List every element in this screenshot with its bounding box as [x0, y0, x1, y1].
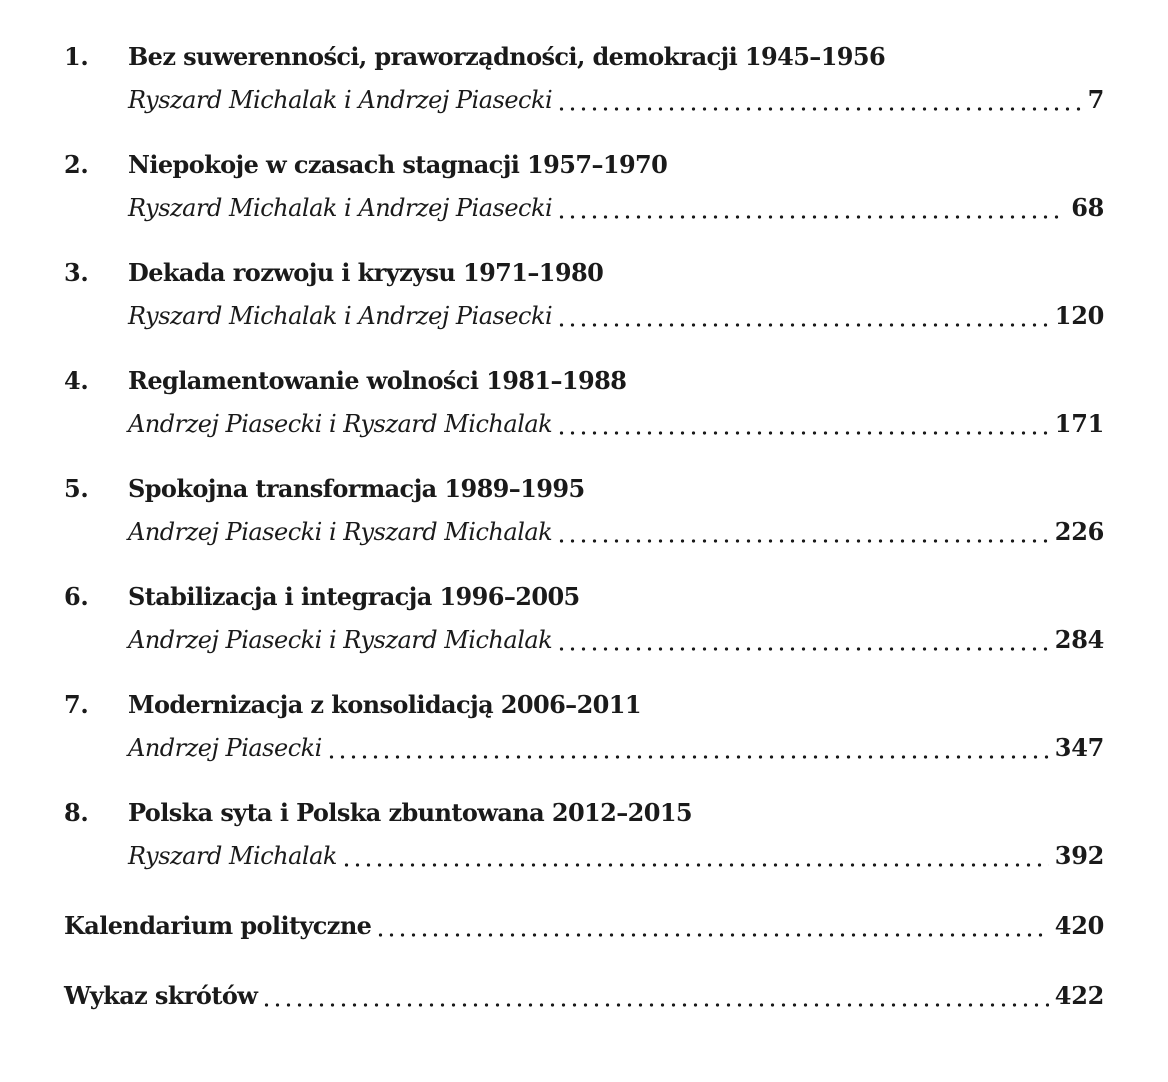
appendix-title: Kalendarium polityczne	[64, 911, 372, 940]
chapter-entry-line	[128, 622, 1104, 654]
dot-leader	[556, 86, 1081, 112]
chapter-page-number: 226	[1054, 517, 1104, 546]
toc-appendix-calendar[interactable]	[64, 908, 1104, 940]
chapter-title: Spokojna transformacja 1989–1995	[128, 474, 585, 503]
chapter-number: 8.	[64, 798, 89, 827]
chapter-title: Stabilizacja i integracja 1996–2005	[128, 582, 580, 611]
chapter-page-number: 392	[1054, 841, 1104, 870]
dot-leader	[556, 302, 1049, 328]
chapter-entry-line	[128, 838, 1104, 870]
chapter-author: Andrzej Piasecki i Ryszard Michalak	[128, 626, 553, 654]
dot-leader	[556, 410, 1049, 436]
chapter-author: Andrzej Piasecki i Ryszard Michalak	[128, 410, 553, 438]
chapter-entry-line	[128, 730, 1104, 762]
dot-leader	[375, 912, 1048, 938]
dot-leader	[326, 734, 1049, 760]
chapter-author: Ryszard Michalak i Andrzej Piasecki	[128, 302, 553, 330]
chapter-number: 2.	[64, 150, 89, 179]
dot-leader	[261, 982, 1049, 1008]
chapter-number: 5.	[64, 474, 89, 503]
chapter-author: Ryszard Michalak	[128, 842, 337, 870]
appendix-page-number: 420	[1054, 911, 1104, 940]
chapter-title: Reglamentowanie wolności 1981–1988	[128, 366, 627, 395]
appendix-page-number: 422	[1054, 981, 1104, 1010]
chapter-number: 3.	[64, 258, 89, 287]
chapter-page-number: 284	[1054, 625, 1104, 654]
chapter-author: Andrzej Piasecki i Ryszard Michalak	[128, 518, 553, 546]
chapter-entry-line	[128, 514, 1104, 546]
dot-leader	[341, 842, 1049, 868]
chapter-title: Dekada rozwoju i kryzysu 1971–1980	[128, 258, 604, 287]
dot-leader	[556, 518, 1049, 544]
chapter-title: Polska syta i Polska zbuntowana 2012–2015	[128, 798, 693, 827]
chapter-title: Bez suwerenności, praworządności, demokracji 1945–1956	[128, 42, 886, 71]
dot-leader	[556, 194, 1065, 220]
toc-appendix-abbreviations[interactable]	[64, 978, 1104, 1010]
chapter-page-number: 347	[1054, 733, 1104, 762]
appendix-title: Wykaz skrótów	[64, 981, 258, 1010]
chapter-number: 1.	[64, 42, 89, 71]
chapter-page-number: 120	[1054, 301, 1104, 330]
chapter-number: 6.	[64, 582, 89, 611]
chapter-entry-line	[128, 406, 1104, 438]
chapter-page-number: 7	[1087, 85, 1104, 114]
chapter-entry-line	[128, 298, 1104, 330]
chapter-number: 7.	[64, 690, 89, 719]
dot-leader	[556, 626, 1049, 652]
chapter-entry-line	[128, 190, 1104, 222]
chapter-entry-line	[128, 82, 1104, 114]
chapter-author: Andrzej Piasecki	[128, 734, 322, 762]
chapter-author: Ryszard Michalak i Andrzej Piasecki	[128, 194, 553, 222]
chapter-page-number: 171	[1054, 409, 1104, 438]
chapter-author: Ryszard Michalak i Andrzej Piasecki	[128, 86, 553, 114]
chapter-number: 4.	[64, 366, 89, 395]
chapter-page-number: 68	[1071, 193, 1104, 222]
chapter-title: Modernizacja z konsolidacją 2006–2011	[128, 690, 641, 719]
chapter-title: Niepokoje w czasach stagnacji 1957–1970	[128, 150, 668, 179]
